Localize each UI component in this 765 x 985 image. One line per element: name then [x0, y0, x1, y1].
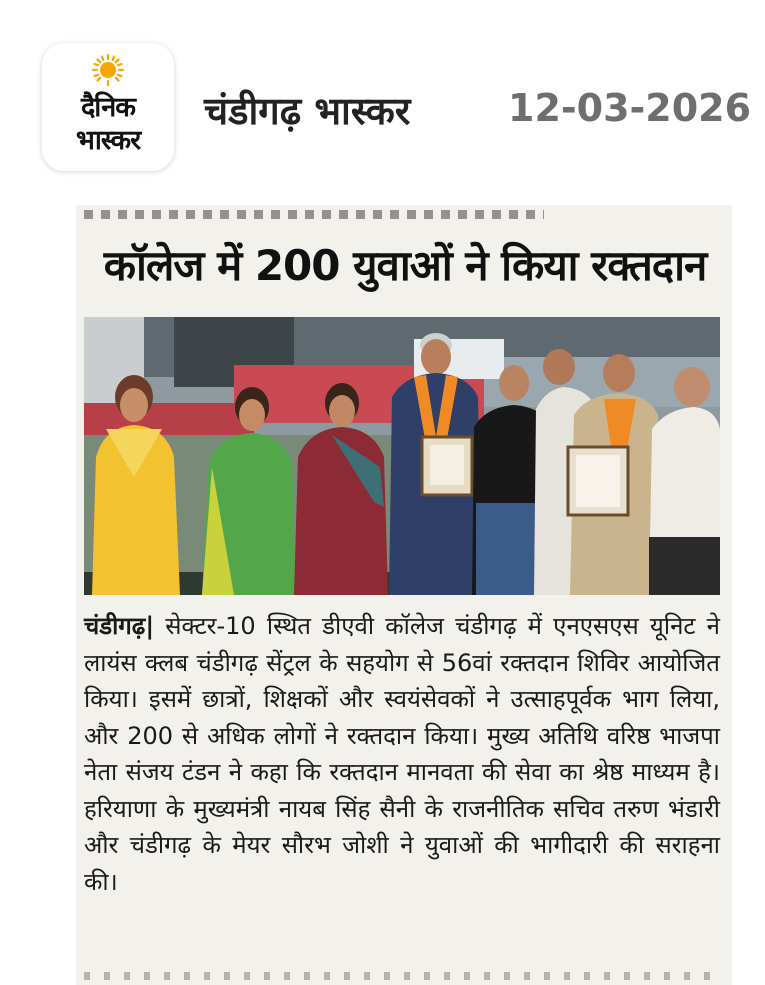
clipped-next-line [84, 972, 720, 980]
logo-text-dainik: दैनिक [80, 92, 136, 123]
app-header [0, 0, 765, 200]
dainik-bhaskar-logo[interactable] [42, 43, 174, 171]
article-photo [84, 317, 720, 595]
article-headline: कॉलेज में 200 युवाओं ने किया रक्तदान [103, 241, 707, 290]
article-dateline: चंडीगढ़| [84, 612, 155, 640]
sun-icon [92, 54, 124, 86]
article-text: सेक्टर-10 स्थित डीएवी कॉलेज चंडीगढ़ में एनएसएस यूनिट ने लायंस क्लब चंडीगढ़ सेंट्रल के सहयोग से 56वां रक्तदान शिविर आयोजित किया। इसमें छात्रों, शिक्षकों और स्वयंसेवकों ने उत्साहपूर्वक भाग लिया, और 200 से अधिक लोगों ने रक्तदान किया। मुख्य अतिथि वरिष्ठ भाजपा नेता संजय टंडन ने कहा कि रक्तदान मानवता की सेवा का श्रेष्ठ माध्यम है। हरियाणा के मुख्यमंत्री नायब सिंह सैनी के राजनीतिक सचिव तरुण भंडारी और चंडीगढ़ के मेयर सौरभ जोशी ने युवाओं की भागीदारी की सराहना की। [84, 612, 720, 896]
edition-date[interactable]: 12-03-2026 [508, 86, 752, 130]
edition-title: चंडीगढ़ भास्कर [204, 89, 411, 133]
clipped-previous-line [84, 210, 544, 219]
logo-text-bhaskar: भास्कर [75, 125, 141, 156]
article-body [84, 608, 720, 900]
